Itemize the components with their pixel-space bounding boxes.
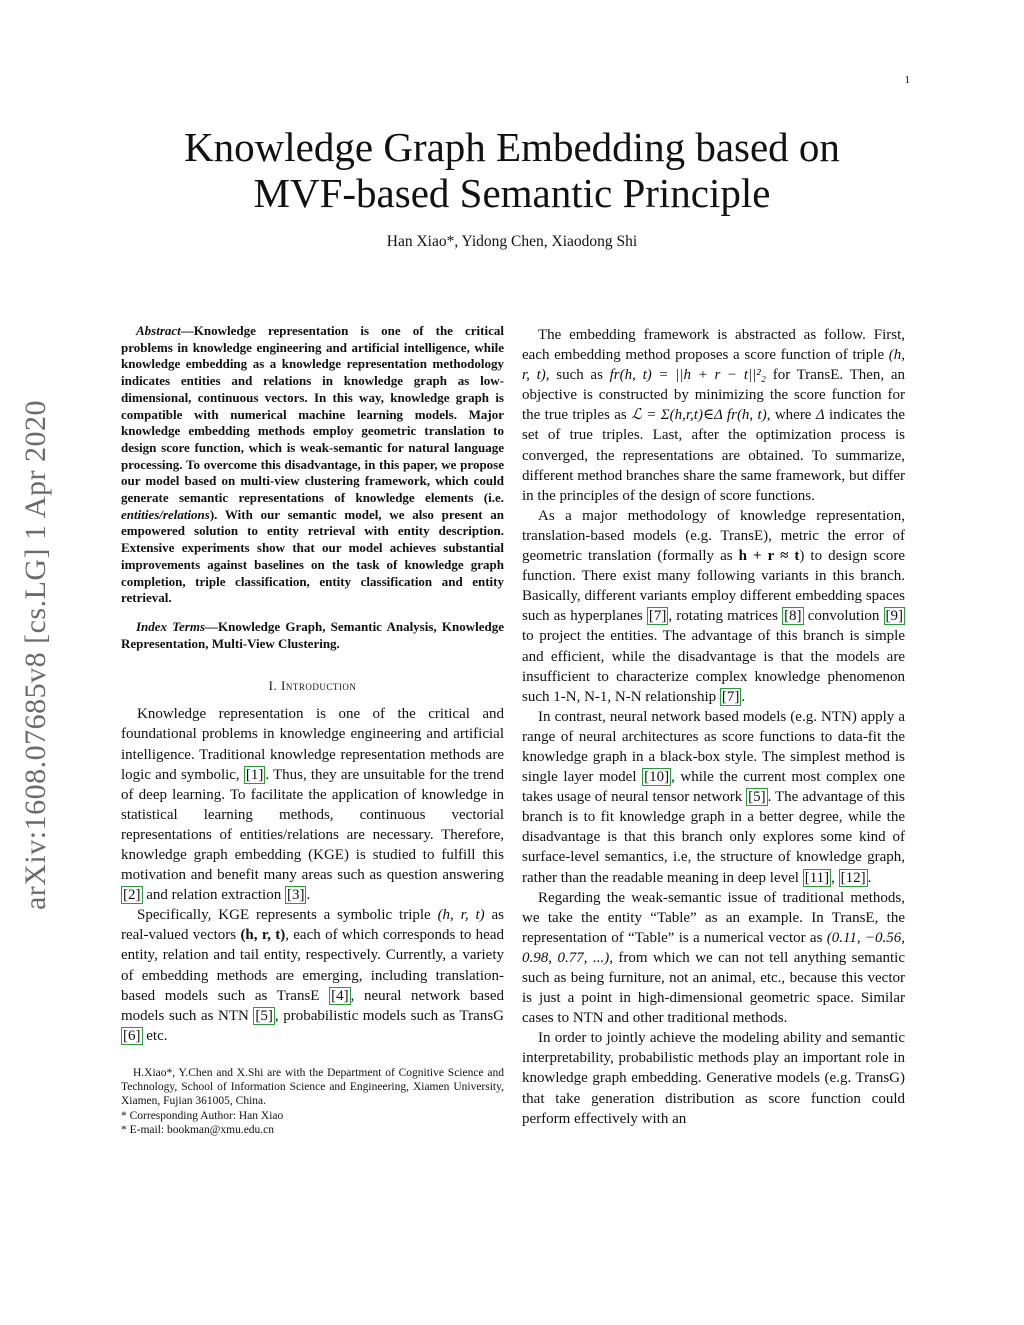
index-terms-label: Index Terms: [136, 618, 206, 634]
arxiv-stamp: arXiv:1608.07685v8 [cs.LG] 1 Apr 2020: [19, 399, 52, 911]
math-score-function: fr(h, t) = ||h + r − t||²₂: [609, 367, 766, 384]
math-translation: h + r ≈ t: [738, 548, 800, 565]
probabilistic-paragraph: In order to jointly achieve the modeling ability and semantic interpretability, probabilistic methods play an important role in knowledge graph embedding. Generative models (e.g. TransG) that take generation distribution as score function could perform effectively with an: [522, 1030, 905, 1127]
intro-paragraph-1: Knowledge representation is one of the critical and foundational problems in knowledge engineering and artificial intelligence. Traditional knowledge representation methods are logic and symbolic, [1] . Thus, they are unsuitable for the trend of deep learning. To facilitate the application of knowledge in statistical learning methods, continuous vectorial representations of entities/relations are necessary. Therefore, knowledge graph embedding (KGE) is studied to fulfill this motivation and benefit many areas such as question answering [2] and relation extraction [3] .: [121, 706, 505, 904]
section-heading-introduction: I. Introduction: [268, 678, 357, 694]
citation-link[interactable]: [7]: [648, 608, 667, 625]
weak-semantic-paragraph: Regarding the weak-semantic issue of traditional methods, we take the entity “Table” as an example. In TransE, the representation of “Table” is a numerical vector as (0.11, −0.56, 0.98, 0.77, ...), from which we can not tell anything semantic such as being furniture, not an animal, etc., because this vector is just a point in high-dimensional geometric space. Similar cases to NTN and other traditional methods.: [522, 889, 905, 1027]
footnote-email: * E-mail: bookman@xmu.edu.cn: [121, 1123, 275, 1136]
neural-models-paragraph: In contrast, neural network based models (e.g. NTN) apply a range of neural architectures as score functions to data-fit the knowledge graph in a black-box style. The simplest method is single layer model [10] , while the current most complex one takes usage of neural tensor network [5] . The advantage of this branch is to fit knowledge graph in a better degree, while the disadvantage is that this branch only explores some kind of surface-level semantics, i.e, the structure of knowledge graph, rather than the readable meaning in deep level [11] , [12] .: [522, 708, 905, 886]
title-line-2: MVF-based Semantic Principle: [253, 170, 771, 216]
title-line-1: Knowledge Graph Embedding based on: [184, 124, 840, 170]
page-number: 1: [904, 74, 910, 86]
citation-link[interactable]: [2]: [123, 887, 141, 904]
index-terms: Index Terms—Knowledge Graph, Semantic Analysis, Knowledge Representation, Multi-View Clustering.: [121, 618, 504, 651]
abstract: Abstract—Knowledge representation is one of the critical problems in knowledge engineering and artificial intelligence, while knowledge embedding as a knowledge representation methodology indicates entities and relations in knowledge graph as low-dimensional, continuous vectors. In this way, knowledge graph is compatible with numerical machine learning models. Major knowledge embedding methods employ geometric translation to design score function, which is weak-semantic for natural language processing. To overcome this disadvantage, in this paper, we propose our model based on multi-view clustering framework, which could generate semantic representations of knowledge elements (i.e. entities/relations). With our semantic model, we also present an empowered solution to entity retrieval with entity description. Extensive experiments show that our model achieves substantial improvements against baselines on the task of knowledge graph completion, triple classification, entity classification and entity retrieval.: [121, 323, 504, 606]
citation-link[interactable]: [3]: [286, 887, 305, 904]
authors: Han Xiao*, Yidong Chen, Xiaodong Shi: [386, 233, 638, 250]
footnotes: [121, 1066, 504, 1137]
framework-paragraph: The embedding framework is abstracted as follow. First, each embedding method proposes a score function of triple (h, r, t), such as fr(h, t) = ||h + r − t||²₂ for TransE. Then, an objective is constructed by minimizing the score function for the true triples as ℒ = Σ(h,r,t)∈Δ fr(h, t), where Δ indicates the set of true triples. Last, after the optimization process is converged, the representations are obtained. To summarize, different method branches share the same framework, but differ in the principles of the design of score functions.: [522, 327, 905, 504]
footnote-affiliation: H.Xiao*, Y.Chen and X.Shi are with the Department of Cognitive Science and Technology, School of Information Science and Engineering, Xiamen University, Xiamen, Fujian 361005, China.: [121, 1066, 504, 1108]
intro-paragraph-2: Specifically, KGE represents a symbolic triple (h, r, t) as real-valued vectors (h, r, t), each of which corresponds to head entity, relation and tail entity, respectively. Currently, a variety of embedding methods are emerging, including translation-based models such as TransE [4] , neural network based models such as NTN [5] , probabilistic models such as TransG [6] etc.: [121, 907, 505, 1044]
citation-link[interactable]: [5]: [255, 1007, 273, 1024]
left-column: [121, 323, 504, 1137]
citation-link[interactable]: [5]: [748, 789, 766, 806]
math-triple: (h, r, t): [522, 347, 905, 384]
citation-link[interactable]: [10]: [644, 769, 670, 786]
paper-title: [150, 124, 874, 216]
citation-link[interactable]: [4]: [331, 987, 349, 1004]
translation-models-paragraph: As a major methodology of knowledge representation, translation-based models (e.g. TransE), metric the error of geometric translation (formally as h + r ≈ t) to design score function. There exist many following variants in this branch. Basically, different variants employ different embedding spaces such as hyperplanes [7] , rotating matrices [8] convolution [9] to project the entities. The advantage of this branch is simple and efficient, while the disadvantage is that the models are insufficient to characterize complex knowledge phenomenon such 1-N, N-1, N-N relationship [7] .: [522, 507, 905, 705]
abstract-label: Abstract: [136, 323, 181, 338]
citation-link[interactable]: [7]: [721, 688, 740, 705]
footnote-corresponding-author: * Corresponding Author: Han Xiao: [121, 1109, 284, 1122]
citation-link[interactable]: [9]: [885, 608, 904, 625]
right-column: [522, 323, 905, 1129]
citation-link[interactable]: [8]: [784, 608, 802, 625]
math-vector-example: (0.11, −0.56, 0.98, 0.77, ...): [522, 929, 905, 966]
citation-link[interactable]: [11]: [804, 869, 830, 886]
citation-link[interactable]: [6]: [123, 1027, 141, 1044]
math-vector-triple: (h, r, t): [240, 927, 286, 944]
math-objective: ℒ = Σ(h,r,t)∈Δ fr(h, t): [631, 407, 767, 424]
citation-link[interactable]: [1]: [245, 766, 264, 783]
abstract-emphasis: entities/relations: [121, 506, 210, 522]
math-delta: Δ: [815, 407, 825, 424]
citation-link[interactable]: [12]: [840, 869, 866, 886]
math-triple: (h, r, t): [437, 907, 485, 924]
